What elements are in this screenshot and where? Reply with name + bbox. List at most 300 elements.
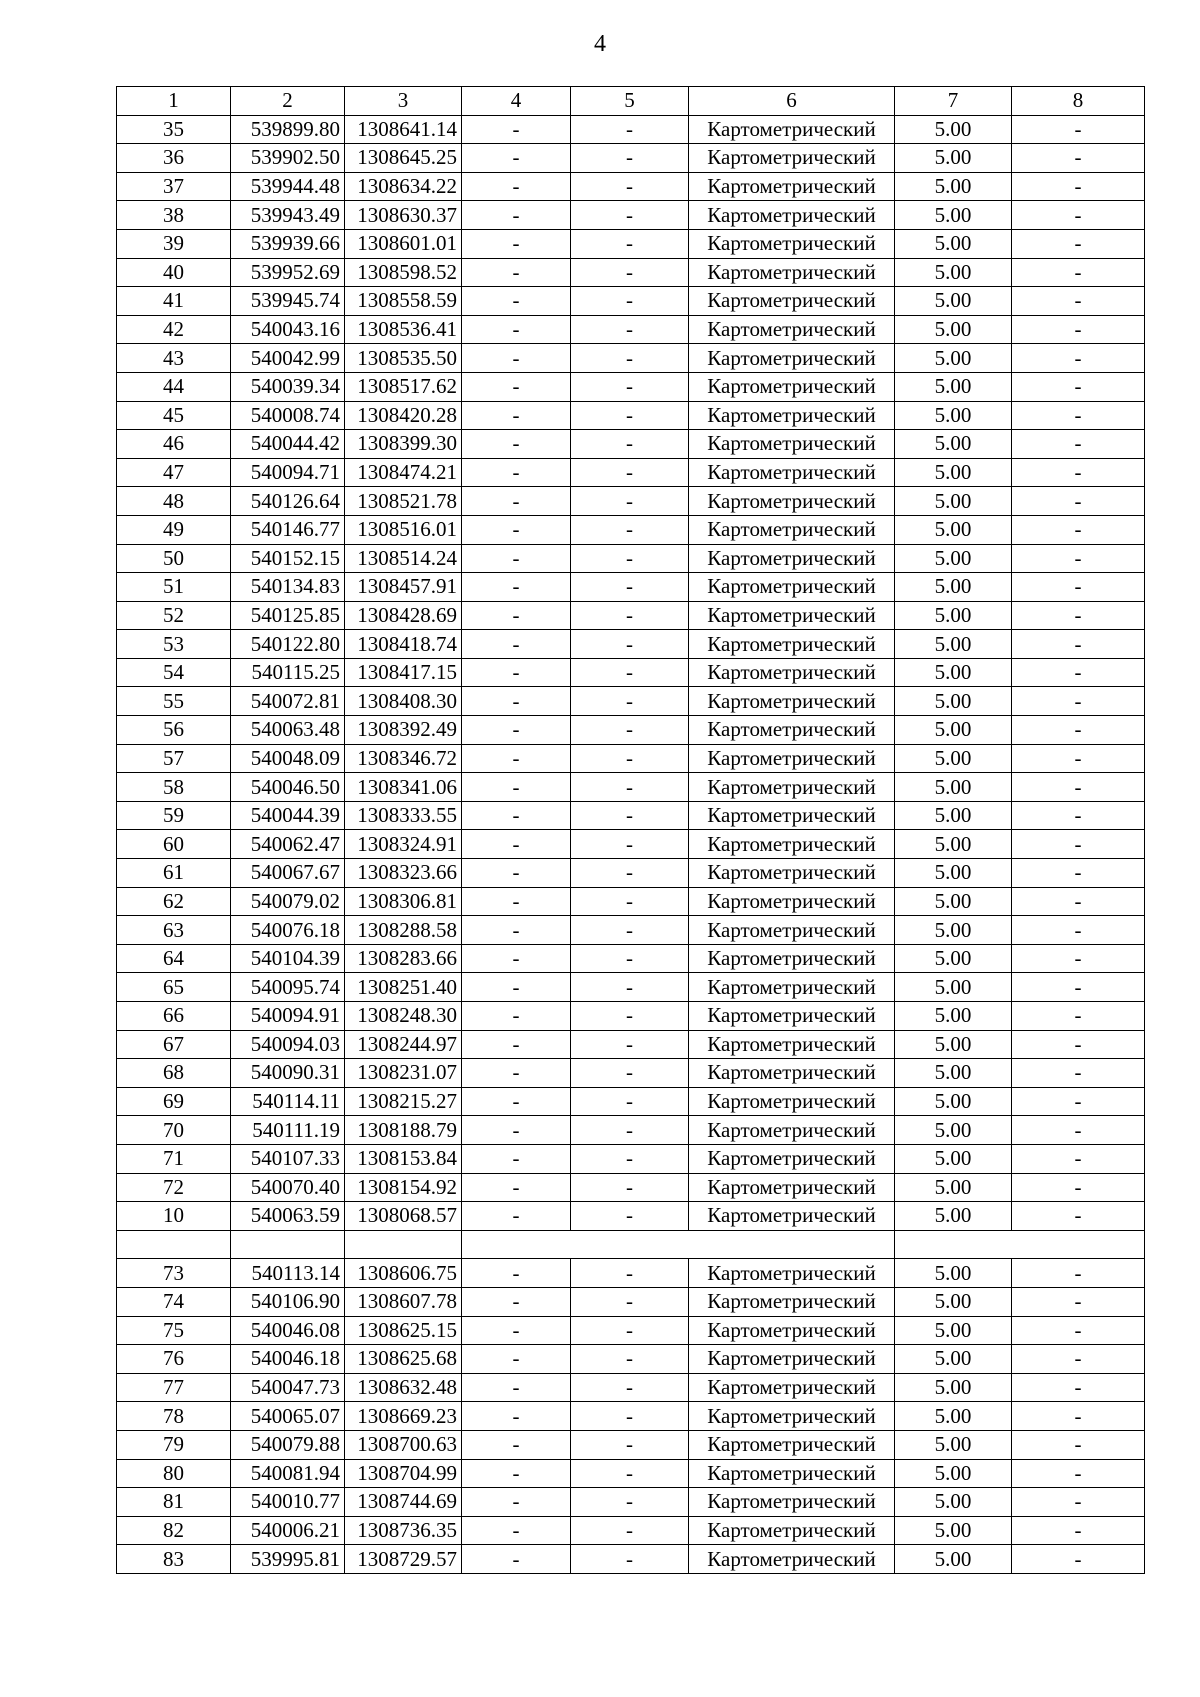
table-cell: 1308634.22 (345, 172, 462, 201)
table-cell: 540125.85 (231, 601, 345, 630)
table-cell: - (1012, 1030, 1145, 1059)
table-cell: 540006.21 (231, 1516, 345, 1545)
table-row (117, 744, 1145, 773)
table-cell: 63 (117, 916, 231, 945)
table-row (117, 458, 1145, 487)
table-cell: 77 (117, 1373, 231, 1402)
table-cell: - (571, 1373, 689, 1402)
table-cell: 540046.08 (231, 1316, 345, 1345)
table-cell: 1308641.14 (345, 115, 462, 144)
table-cell: Картометрический (689, 458, 895, 487)
table-cell: 540094.71 (231, 458, 345, 487)
table-cell: 540062.47 (231, 830, 345, 859)
table-row (117, 573, 1145, 602)
table-row (117, 658, 1145, 687)
table-cell: - (1012, 744, 1145, 773)
table-cell: - (571, 1059, 689, 1088)
table-cell: - (571, 1002, 689, 1031)
table-cell: 65 (117, 973, 231, 1002)
table-cell: 540072.81 (231, 687, 345, 716)
table-cell: Картометрический (689, 630, 895, 659)
table-cell: 61 (117, 859, 231, 888)
table-cell: - (462, 144, 571, 173)
table-cell: 5.00 (895, 1002, 1012, 1031)
table-cell: 44 (117, 372, 231, 401)
table-cell: 5.00 (895, 372, 1012, 401)
table-cell: 42 (117, 315, 231, 344)
table-cell: - (571, 887, 689, 916)
table-cell: 5.00 (895, 1459, 1012, 1488)
table-cell: Картометрический (689, 859, 895, 888)
table-row (117, 830, 1145, 859)
table-cell: 5.00 (895, 458, 1012, 487)
table-row (117, 630, 1145, 659)
table-cell: 5.00 (895, 630, 1012, 659)
table-cell: Картометрический (689, 944, 895, 973)
table-cell: 540090.31 (231, 1059, 345, 1088)
table-cell: 76 (117, 1345, 231, 1374)
column-header: 1 (117, 87, 231, 116)
table-row (117, 1202, 1145, 1231)
table-cell: 5.00 (895, 201, 1012, 230)
table-cell: 58 (117, 773, 231, 802)
table-cell: 55 (117, 687, 231, 716)
table-cell: - (571, 1144, 689, 1173)
table-cell: 35 (117, 115, 231, 144)
table-cell: 540095.74 (231, 973, 345, 1002)
table-cell: - (1012, 401, 1145, 430)
table-cell: 540106.90 (231, 1287, 345, 1316)
table-spacer-section (117, 1230, 1145, 1259)
table-cell: 5.00 (895, 916, 1012, 945)
table-cell: 5.00 (895, 1087, 1012, 1116)
table-cell: Картометрический (689, 801, 895, 830)
table-cell: Картометрический (689, 1144, 895, 1173)
table-cell: - (1012, 1144, 1145, 1173)
table-cell: 78 (117, 1402, 231, 1431)
spacer-cell (231, 1230, 345, 1259)
table-cell: - (1012, 458, 1145, 487)
table-cell: - (462, 430, 571, 459)
table-cell: 5.00 (895, 1059, 1012, 1088)
table-cell: - (462, 1373, 571, 1402)
table-cell: Картометрический (689, 1173, 895, 1202)
table-cell: Картометрический (689, 1488, 895, 1517)
table-cell: - (462, 401, 571, 430)
table-cell: 540113.14 (231, 1259, 345, 1288)
table-cell: Картометрический (689, 1116, 895, 1145)
table-cell: - (462, 1059, 571, 1088)
table-cell: - (1012, 1316, 1145, 1345)
table-row (117, 229, 1145, 258)
table-cell: - (462, 1316, 571, 1345)
table-cell: - (462, 859, 571, 888)
table-cell: - (462, 1345, 571, 1374)
table-cell: - (462, 372, 571, 401)
table-cell: - (571, 344, 689, 373)
table-cell: 5.00 (895, 1144, 1012, 1173)
table-cell: - (1012, 944, 1145, 973)
table-cell: - (1012, 1287, 1145, 1316)
table-cell: 539952.69 (231, 258, 345, 287)
table-cell: - (1012, 1087, 1145, 1116)
table-cell: - (571, 315, 689, 344)
table-cell: 540104.39 (231, 944, 345, 973)
spacer-cell (117, 1230, 231, 1259)
table-cell: - (462, 544, 571, 573)
table-cell: - (571, 401, 689, 430)
table-cell: - (571, 716, 689, 745)
column-header: 3 (345, 87, 462, 116)
table-cell: - (462, 801, 571, 830)
table-row (117, 801, 1145, 830)
table-cell: 539939.66 (231, 229, 345, 258)
table-cell: 5.00 (895, 744, 1012, 773)
table-cell: 540094.91 (231, 1002, 345, 1031)
table-cell: - (571, 573, 689, 602)
table-cell: 5.00 (895, 830, 1012, 859)
table-cell: 5.00 (895, 1488, 1012, 1517)
table-cell: - (462, 887, 571, 916)
table-cell: - (462, 1144, 571, 1173)
table-cell: 72 (117, 1173, 231, 1202)
table-row (117, 1488, 1145, 1517)
table-cell: 540008.74 (231, 401, 345, 430)
column-header: 5 (571, 87, 689, 116)
table-cell: 540094.03 (231, 1030, 345, 1059)
table-cell: 5.00 (895, 658, 1012, 687)
table-cell: 1308418.74 (345, 630, 462, 659)
table-row (117, 973, 1145, 1002)
table-row (117, 1287, 1145, 1316)
table-cell: 5.00 (895, 1545, 1012, 1574)
table-row (117, 773, 1145, 802)
table-cell: - (462, 630, 571, 659)
table-row (117, 315, 1145, 344)
column-header: 8 (1012, 87, 1145, 116)
table-row (117, 372, 1145, 401)
table-cell: - (1012, 515, 1145, 544)
table-cell: 66 (117, 1002, 231, 1031)
table-cell: - (571, 859, 689, 888)
table-row (117, 544, 1145, 573)
table-cell: 5.00 (895, 601, 1012, 630)
table-cell: 540063.48 (231, 716, 345, 745)
table-cell: 57 (117, 744, 231, 773)
table-cell: - (571, 372, 689, 401)
table-cell: Картометрический (689, 1002, 895, 1031)
table-cell: - (462, 201, 571, 230)
table-cell: 540047.73 (231, 1373, 345, 1402)
table-cell: 75 (117, 1316, 231, 1345)
table-cell: 39 (117, 229, 231, 258)
column-header: 2 (231, 87, 345, 116)
table-row (117, 601, 1145, 630)
table-row (117, 1116, 1145, 1145)
table-cell: - (1012, 201, 1145, 230)
table-cell: 540067.67 (231, 859, 345, 888)
table-cell: Картометрический (689, 973, 895, 1002)
table-body-section-b (117, 1259, 1145, 1574)
table-cell: 60 (117, 830, 231, 859)
spacer-cell (689, 1230, 895, 1259)
table-cell: 540107.33 (231, 1144, 345, 1173)
table-cell: 540044.42 (231, 430, 345, 459)
table-cell: - (571, 1345, 689, 1374)
table-cell: - (1012, 859, 1145, 888)
table-cell: Картометрический (689, 1316, 895, 1345)
table-cell: 36 (117, 144, 231, 173)
table-row (117, 687, 1145, 716)
table-cell: 1308417.15 (345, 658, 462, 687)
table-cell: - (571, 1202, 689, 1231)
table-cell: 5.00 (895, 801, 1012, 830)
table-cell: 5.00 (895, 1202, 1012, 1231)
table-cell: - (1012, 115, 1145, 144)
table-row (117, 115, 1145, 144)
table-cell: 50 (117, 544, 231, 573)
table-cell: - (462, 1030, 571, 1059)
table-cell: 5.00 (895, 573, 1012, 602)
table-cell: 38 (117, 201, 231, 230)
table-cell: - (1012, 372, 1145, 401)
table-cell: Картометрический (689, 287, 895, 316)
table-cell: - (1012, 1345, 1145, 1374)
table-cell: - (1012, 344, 1145, 373)
table-cell: - (462, 1173, 571, 1202)
table-row (117, 1345, 1145, 1374)
table-cell: 1308408.30 (345, 687, 462, 716)
table-cell: 1308420.28 (345, 401, 462, 430)
table-cell: 5.00 (895, 172, 1012, 201)
table-row (117, 401, 1145, 430)
table-cell: 1308188.79 (345, 1116, 462, 1145)
table-cell: - (462, 515, 571, 544)
table-cell: 540122.80 (231, 630, 345, 659)
table-cell: - (571, 1545, 689, 1574)
table-cell: 1308154.92 (345, 1173, 462, 1202)
table-cell: - (462, 744, 571, 773)
table-cell: 1308516.01 (345, 515, 462, 544)
table-cell: Картометрический (689, 1345, 895, 1374)
table-cell: - (571, 458, 689, 487)
table-cell: - (462, 287, 571, 316)
column-header: 6 (689, 87, 895, 116)
table-cell: - (1012, 773, 1145, 802)
table-cell: Картометрический (689, 916, 895, 945)
table-cell: - (462, 687, 571, 716)
table-cell: - (571, 601, 689, 630)
table-cell: Картометрический (689, 201, 895, 230)
table-cell: 5.00 (895, 544, 1012, 573)
table-row (117, 1087, 1145, 1116)
table-cell: - (462, 1488, 571, 1517)
table-cell: 5.00 (895, 1287, 1012, 1316)
table-cell: 70 (117, 1116, 231, 1145)
table-cell: 5.00 (895, 973, 1012, 1002)
table-cell: 49 (117, 515, 231, 544)
table-row (117, 515, 1145, 544)
table-cell: 1308346.72 (345, 744, 462, 773)
table-cell: 540152.15 (231, 544, 345, 573)
table-cell: - (462, 315, 571, 344)
table-cell: 1308288.58 (345, 916, 462, 945)
table-cell: Картометрический (689, 1059, 895, 1088)
table-cell: 1308536.41 (345, 315, 462, 344)
table-cell: 5.00 (895, 1373, 1012, 1402)
table-cell: 53 (117, 630, 231, 659)
table-cell: 540081.94 (231, 1459, 345, 1488)
column-header: 4 (462, 87, 571, 116)
column-header: 7 (895, 87, 1012, 116)
table-cell: 64 (117, 944, 231, 973)
table-cell: 540079.88 (231, 1430, 345, 1459)
table-cell: 540126.64 (231, 487, 345, 516)
table-cell: - (1012, 658, 1145, 687)
table-cell: 40 (117, 258, 231, 287)
table-cell: 82 (117, 1516, 231, 1545)
table-cell: - (571, 916, 689, 945)
table-cell: 73 (117, 1259, 231, 1288)
table-cell: 1308729.57 (345, 1545, 462, 1574)
table-cell: - (462, 716, 571, 745)
table-cell: 1308630.37 (345, 201, 462, 230)
table-row (117, 1259, 1145, 1288)
spacer-cell (1012, 1230, 1145, 1259)
table-cell: 5.00 (895, 1030, 1012, 1059)
table-cell: 539943.49 (231, 201, 345, 230)
table-cell: - (462, 1516, 571, 1545)
table-cell: - (571, 1316, 689, 1345)
table-cell: 5.00 (895, 287, 1012, 316)
table-cell: - (462, 1287, 571, 1316)
table-cell: Картометрический (689, 1402, 895, 1431)
table-row (117, 487, 1145, 516)
table-row (117, 1030, 1145, 1059)
table-cell: - (462, 830, 571, 859)
table-cell: 1308669.23 (345, 1402, 462, 1431)
table-cell: 45 (117, 401, 231, 430)
table-cell: 5.00 (895, 1430, 1012, 1459)
table-cell: - (1012, 801, 1145, 830)
table-cell: - (571, 773, 689, 802)
table-row (117, 287, 1145, 316)
table-cell: Картометрический (689, 601, 895, 630)
table-cell: 1308625.68 (345, 1345, 462, 1374)
table-cell: - (571, 1488, 689, 1517)
table-cell: Картометрический (689, 544, 895, 573)
table-cell: Картометрический (689, 830, 895, 859)
table-cell: 1308283.66 (345, 944, 462, 973)
table-cell: - (571, 687, 689, 716)
table-row (117, 1459, 1145, 1488)
table-cell: 54 (117, 658, 231, 687)
table-cell: 1308324.91 (345, 830, 462, 859)
table-row (117, 1144, 1145, 1173)
table-cell: Картометрический (689, 372, 895, 401)
table-cell: - (462, 172, 571, 201)
table-cell: - (462, 1259, 571, 1288)
table-cell: 1308428.69 (345, 601, 462, 630)
table-cell: 540042.99 (231, 344, 345, 373)
table-cell: 81 (117, 1488, 231, 1517)
table-cell: 540044.39 (231, 801, 345, 830)
table-row (117, 887, 1145, 916)
table-cell: 5.00 (895, 430, 1012, 459)
table-cell: - (571, 1287, 689, 1316)
table-cell: - (462, 487, 571, 516)
table-cell: 539945.74 (231, 287, 345, 316)
table-cell: 5.00 (895, 344, 1012, 373)
table-cell: - (1012, 315, 1145, 344)
table-cell: 540134.83 (231, 573, 345, 602)
table-cell: 1308514.24 (345, 544, 462, 573)
table-cell: 1308645.25 (345, 144, 462, 173)
table-cell: - (462, 344, 571, 373)
table-cell: 1308632.48 (345, 1373, 462, 1402)
table-cell: 10 (117, 1202, 231, 1231)
table-cell: Картометрический (689, 229, 895, 258)
table-cell: - (1012, 716, 1145, 745)
table-cell: 5.00 (895, 1402, 1012, 1431)
table-cell: 5.00 (895, 944, 1012, 973)
table-cell: 47 (117, 458, 231, 487)
table-cell: Картометрический (689, 1202, 895, 1231)
table-cell: 5.00 (895, 1259, 1012, 1288)
table-cell: 68 (117, 1059, 231, 1088)
table-cell: - (1012, 630, 1145, 659)
table-cell: 540079.02 (231, 887, 345, 916)
table-row (117, 1430, 1145, 1459)
table-row (117, 1402, 1145, 1431)
table-cell: 5.00 (895, 687, 1012, 716)
table-header-row (117, 87, 1145, 116)
table-cell: - (1012, 1402, 1145, 1431)
table-cell: - (462, 573, 571, 602)
table-cell: - (462, 1087, 571, 1116)
table-cell: Картометрический (689, 258, 895, 287)
table-cell: - (571, 544, 689, 573)
table-cell: - (462, 115, 571, 144)
table-cell: - (1012, 1059, 1145, 1088)
table-cell: - (462, 973, 571, 1002)
table-cell: - (1012, 1545, 1145, 1574)
table-cell: 1308625.15 (345, 1316, 462, 1345)
table-cell: 540048.09 (231, 744, 345, 773)
table-cell: 51 (117, 573, 231, 602)
table-cell: 539902.50 (231, 144, 345, 173)
table-cell: - (1012, 1430, 1145, 1459)
table-cell: 5.00 (895, 1345, 1012, 1374)
table-row (117, 1545, 1145, 1574)
table-cell: 37 (117, 172, 231, 201)
table-cell: Картометрический (689, 687, 895, 716)
table-cell: 540146.77 (231, 515, 345, 544)
table-cell: - (571, 115, 689, 144)
table-cell: - (1012, 430, 1145, 459)
table-cell: - (1012, 1516, 1145, 1545)
table-cell: - (462, 1545, 571, 1574)
table-cell: 1308153.84 (345, 1144, 462, 1173)
table-cell: Картометрический (689, 1259, 895, 1288)
table-cell: - (462, 944, 571, 973)
table-cell: 1308700.63 (345, 1430, 462, 1459)
spacer-row (117, 1230, 1145, 1259)
table-cell: - (1012, 1488, 1145, 1517)
table-row (117, 916, 1145, 945)
table-cell: 5.00 (895, 487, 1012, 516)
table-cell: - (1012, 544, 1145, 573)
